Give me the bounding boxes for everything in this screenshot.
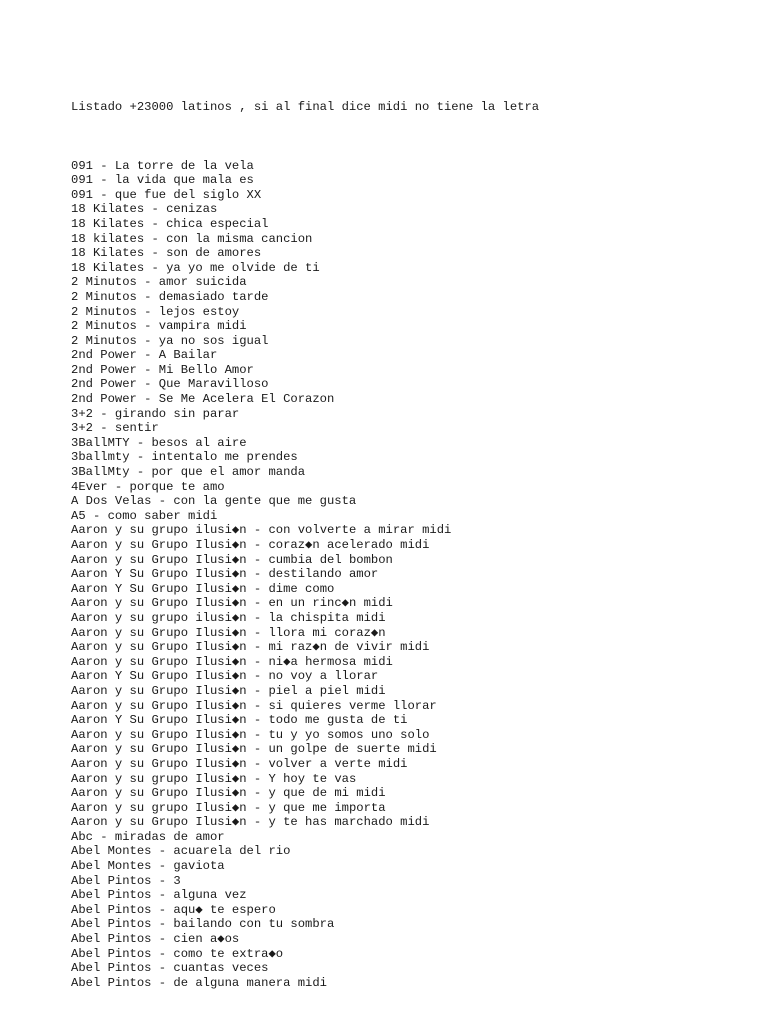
list-item: Abel Pintos - de alguna manera midi (71, 975, 327, 990)
list-item: Aaron y su Grupo Ilusi◆n - mi raz◆n de vivir midi (71, 640, 430, 655)
list-item: Aaron y su grupo ilusi◆n - la chispita midi (71, 610, 386, 625)
list-item: Aaron y su grupo Ilusi◆n - Y hoy te vas (71, 771, 357, 786)
list-item: 4Ever - porque te amo (71, 479, 225, 494)
list-item: 2 Minutos - lejos estoy (71, 304, 240, 319)
list-item: Aaron y su Grupo Ilusi◆n - volver a verte midi (71, 756, 408, 771)
list-item: 2 Minutos - amor suicida (71, 275, 247, 290)
list-item: 18 Kilates - chica especial (71, 216, 269, 231)
list-item: Aaron y su Grupo Ilusi◆n - tu y yo somos uno solo (71, 727, 430, 742)
list-item: 18 Kilates - cenizas (71, 202, 218, 217)
list-item: 2nd Power - Que Maravilloso (71, 377, 269, 392)
song-list (71, 159, 751, 991)
list-item: Aaron Y Su Grupo Ilusi◆n - todo me gusta de ti (71, 713, 408, 728)
list-item: 18 Kilates - son de amores (71, 246, 262, 261)
list-item: Abel Pintos - bailando con tu sombra (71, 917, 335, 932)
list-item: 18 Kilates - ya yo me olvide de ti (71, 260, 320, 275)
list-item: 3BallMTY - besos al aire (71, 435, 247, 450)
list-item: Aaron y su Grupo Ilusi◆n - si quieres verme llorar (71, 698, 437, 713)
list-item: Abc - miradas de amor (71, 829, 225, 844)
document-title: Listado +23000 latinos , si al final dice midi no tiene la letra (71, 100, 540, 115)
list-item: Abel Pintos - cuantas veces (71, 961, 269, 976)
list-item: Aaron y su Grupo Ilusi◆n - y que de mi midi (71, 786, 386, 801)
list-item: 3ballmty - intentalo me prendes (71, 450, 298, 465)
list-item: Abel Pintos - cien a◆os (71, 932, 240, 947)
list-item: Aaron y su Grupo Ilusi◆n - y te has marchado midi (71, 815, 430, 830)
list-item: 2nd Power - Se Me Acelera El Corazon (71, 392, 335, 407)
list-item: Aaron Y Su Grupo Ilusi◆n - dime como (71, 581, 335, 596)
list-item: A Dos Velas - con la gente que me gusta (71, 494, 357, 509)
list-item: Aaron y su Grupo Ilusi◆n - piel a piel midi (71, 683, 386, 698)
list-item: Aaron Y Su Grupo Ilusi◆n - no voy a llorar (71, 669, 379, 684)
list-item: 3+2 - sentir (71, 421, 159, 436)
list-item: 2 Minutos - vampira midi (71, 319, 247, 334)
list-item: 091 - la vida que mala es (71, 173, 254, 188)
list-item: A5 - como saber midi (71, 508, 218, 523)
list-item: Aaron y su grupo ilusi◆n - con volverte a mirar midi (71, 523, 452, 538)
document-page (71, 71, 751, 1005)
list-item: 2 Minutos - demasiado tarde (71, 289, 269, 304)
list-item: Abel Montes - gaviota (71, 859, 225, 874)
list-item: 2nd Power - A Bailar (71, 348, 218, 363)
list-item: 3BallMty - por que el amor manda (71, 465, 306, 480)
list-item: 2nd Power - Mi Bello Amor (71, 362, 254, 377)
list-item: Aaron y su Grupo Ilusi◆n - coraz◆n acelerado midi (71, 538, 430, 552)
list-item: Aaron y su Grupo Ilusi◆n - en un rinc◆n midi (71, 596, 393, 611)
list-item: Aaron y su Grupo Ilusi◆n - ni◆a hermosa midi (71, 654, 393, 669)
list-item: 2 Minutos - ya no sos igual (71, 333, 269, 348)
list-item: Abel Pintos - como te extra◆o (71, 946, 284, 961)
list-item: Abel Pintos - alguna vez (71, 888, 247, 903)
list-item: 3+2 - girando sin parar (71, 406, 240, 421)
list-item: Abel Pintos - 3 (71, 873, 181, 888)
list-item: Aaron Y Su Grupo Ilusi◆n - destilando amor (71, 567, 379, 582)
list-item: Aaron y su Grupo Ilusi◆n - llora mi coraz◆n (71, 625, 386, 640)
list-item: 091 - La torre de la vela (71, 158, 254, 173)
list-item: 18 kilates - con la misma cancion (71, 231, 313, 246)
list-item: Aaron y su Grupo Ilusi◆n - cumbia del bombon (71, 552, 393, 567)
list-item: Abel Montes - acuarela del rio (71, 844, 291, 859)
list-item: 091 - que fue del siglo XX (71, 187, 262, 202)
list-item: Aaron y su grupo Ilusi◆n - y que me importa (71, 800, 386, 815)
list-item: Aaron y su Grupo Ilusi◆n - un golpe de suerte midi (71, 742, 437, 757)
list-item: Abel Pintos - aqu◆ te espero (71, 902, 276, 917)
